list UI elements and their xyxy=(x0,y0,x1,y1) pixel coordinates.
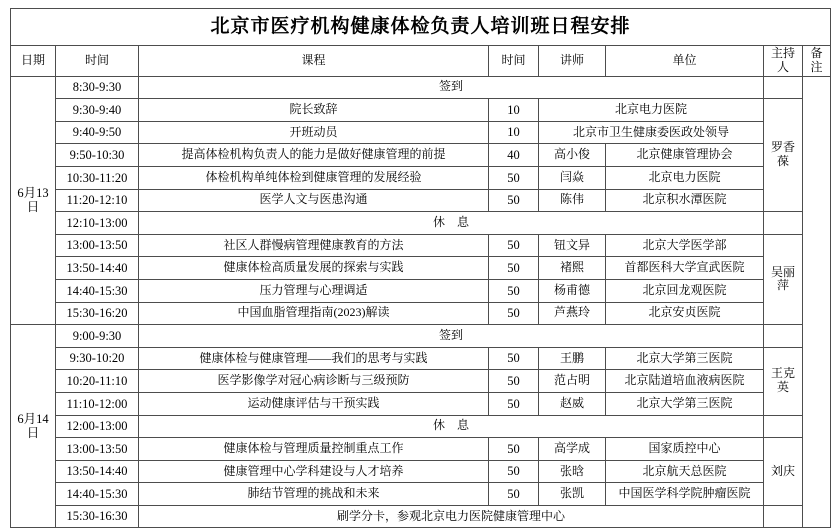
date-cell-day1: 6月13日 xyxy=(11,76,56,325)
duration-cell: 50 xyxy=(489,370,539,393)
col-header-time: 时间 xyxy=(56,46,139,77)
course-cell: 压力管理与心理调适 xyxy=(139,279,489,302)
unit-cell: 北京市卫生健康委医政处领导 xyxy=(539,121,764,144)
duration-cell: 50 xyxy=(489,257,539,280)
lecturer-cell: 范占明 xyxy=(539,370,606,393)
unit-cell: 北京大学第三医院 xyxy=(606,347,764,370)
table-row xyxy=(11,415,831,438)
course-cell: 健康体检与健康管理——我们的思考与实践 xyxy=(139,347,489,370)
title-row xyxy=(11,9,831,46)
course-cell: 医学人文与医患沟通 xyxy=(139,189,489,212)
course-cell-closing: 刷学分卡，参观北京电力医院健康管理中心 xyxy=(139,505,764,528)
course-cell: 院长致辞 xyxy=(139,99,489,122)
unit-cell: 北京陆道培血液病医院 xyxy=(606,370,764,393)
table-row xyxy=(11,257,831,280)
course-cell-signin: 签到 xyxy=(139,76,764,99)
course-cell: 运动健康评估与干预实践 xyxy=(139,392,489,415)
time-cell: 12:00-13:00 xyxy=(56,415,139,438)
col-header-duration: 时间 xyxy=(489,46,539,77)
course-cell: 开班动员 xyxy=(139,121,489,144)
col-header-lecturer: 讲师 xyxy=(539,46,606,77)
unit-cell: 北京安贞医院 xyxy=(606,302,764,325)
col-header-remark: 备注 xyxy=(803,46,831,77)
col-header-date: 日期 xyxy=(11,46,56,77)
unit-cell: 北京大学第三医院 xyxy=(606,392,764,415)
host-cell-day2-afternoon: 刘庆 xyxy=(764,438,803,506)
col-header-host: 主持人 xyxy=(764,46,803,77)
duration-cell: 50 xyxy=(489,279,539,302)
table-row xyxy=(11,189,831,212)
table-row xyxy=(11,144,831,167)
table-row xyxy=(11,460,831,483)
duration-cell: 50 xyxy=(489,189,539,212)
lecturer-cell: 钮文异 xyxy=(539,234,606,257)
table-row xyxy=(11,392,831,415)
host-cell-day1-morning: 罗香葆 xyxy=(764,99,803,212)
duration-cell: 50 xyxy=(489,347,539,370)
course-cell: 中国血脂管理指南(2023)解读 xyxy=(139,302,489,325)
table-row xyxy=(11,212,831,235)
host-cell-day1-afternoon: 吴丽萍 xyxy=(764,234,803,324)
time-cell: 11:20-12:10 xyxy=(56,189,139,212)
course-cell: 健康体检高质量发展的探索与实践 xyxy=(139,257,489,280)
course-cell-break: 休 息 xyxy=(139,415,764,438)
lecturer-cell: 高学成 xyxy=(539,438,606,461)
unit-cell: 北京积水潭医院 xyxy=(606,189,764,212)
training-schedule-table xyxy=(10,8,831,528)
host-cell-empty xyxy=(764,415,803,438)
course-cell: 健康体检与管理质量控制重点工作 xyxy=(139,438,489,461)
duration-cell: 10 xyxy=(489,121,539,144)
duration-cell: 50 xyxy=(489,166,539,189)
col-header-unit: 单位 xyxy=(606,46,764,77)
lecturer-cell: 杨甫德 xyxy=(539,279,606,302)
unit-cell: 国家质控中心 xyxy=(606,438,764,461)
time-cell: 9:00-9:30 xyxy=(56,325,139,348)
time-cell: 9:30-9:40 xyxy=(56,99,139,122)
table-row xyxy=(11,505,831,528)
unit-cell: 北京大学医学部 xyxy=(606,234,764,257)
table-row xyxy=(11,279,831,302)
duration-cell: 50 xyxy=(489,392,539,415)
host-cell-empty xyxy=(764,505,803,528)
time-cell: 15:30-16:30 xyxy=(56,505,139,528)
lecturer-cell: 王鹏 xyxy=(539,347,606,370)
duration-cell: 40 xyxy=(489,144,539,167)
unit-cell: 北京航天总医院 xyxy=(606,460,764,483)
duration-cell: 50 xyxy=(489,460,539,483)
course-cell-break: 休 息 xyxy=(139,212,764,235)
host-cell-empty xyxy=(764,325,803,348)
table-row xyxy=(11,99,831,122)
table-row xyxy=(11,347,831,370)
time-cell: 15:30-16:20 xyxy=(56,302,139,325)
course-cell: 医学影像学对冠心病诊断与三级预防 xyxy=(139,370,489,393)
course-cell-signin: 签到 xyxy=(139,325,764,348)
time-cell: 13:50-14:40 xyxy=(56,257,139,280)
time-cell: 9:40-9:50 xyxy=(56,121,139,144)
column-header-row xyxy=(11,46,831,77)
lecturer-cell: 高小俊 xyxy=(539,144,606,167)
time-cell: 10:20-11:10 xyxy=(56,370,139,393)
time-cell: 14:40-15:30 xyxy=(56,279,139,302)
table-row xyxy=(11,76,831,99)
duration-cell: 10 xyxy=(489,99,539,122)
time-cell: 13:50-14:40 xyxy=(56,460,139,483)
lecturer-cell: 陈伟 xyxy=(539,189,606,212)
unit-cell: 北京健康管理协会 xyxy=(606,144,764,167)
lecturer-cell: 闫焱 xyxy=(539,166,606,189)
time-cell: 8:30-9:30 xyxy=(56,76,139,99)
table-row xyxy=(11,234,831,257)
host-cell-day2-morning: 王克英 xyxy=(764,347,803,415)
lecturer-cell: 张晗 xyxy=(539,460,606,483)
course-cell: 社区人群慢病管理健康教育的方法 xyxy=(139,234,489,257)
date-cell-day2: 6月14日 xyxy=(11,325,56,528)
unit-cell: 北京电力医院 xyxy=(539,99,764,122)
lecturer-cell: 赵威 xyxy=(539,392,606,415)
time-cell: 13:00-13:50 xyxy=(56,438,139,461)
course-cell: 体检机构单纯体检到健康管理的发展经验 xyxy=(139,166,489,189)
course-cell: 肺结节管理的挑战和未来 xyxy=(139,483,489,506)
time-cell: 10:30-11:20 xyxy=(56,166,139,189)
table-row xyxy=(11,325,831,348)
remark-cell xyxy=(803,76,831,528)
host-cell-empty xyxy=(764,76,803,99)
time-cell: 12:10-13:00 xyxy=(56,212,139,235)
duration-cell: 50 xyxy=(489,483,539,506)
unit-cell: 中国医学科学院肿瘤医院 xyxy=(606,483,764,506)
duration-cell: 50 xyxy=(489,302,539,325)
table-row xyxy=(11,121,831,144)
time-cell: 14:40-15:30 xyxy=(56,483,139,506)
time-cell: 9:30-10:20 xyxy=(56,347,139,370)
table-row xyxy=(11,166,831,189)
time-cell: 11:10-12:00 xyxy=(56,392,139,415)
table-row xyxy=(11,302,831,325)
lecturer-cell: 褚熙 xyxy=(539,257,606,280)
page-title: 北京市医疗机构健康体检负责人培训班日程安排 xyxy=(11,9,831,46)
table-row xyxy=(11,483,831,506)
duration-cell: 50 xyxy=(489,234,539,257)
time-cell: 9:50-10:30 xyxy=(56,144,139,167)
host-cell-empty xyxy=(764,212,803,235)
unit-cell: 北京电力医院 xyxy=(606,166,764,189)
unit-cell: 北京回龙观医院 xyxy=(606,279,764,302)
table-row xyxy=(11,370,831,393)
col-header-course: 课程 xyxy=(139,46,489,77)
course-cell: 健康管理中心学科建设与人才培养 xyxy=(139,460,489,483)
lecturer-cell: 芦燕玲 xyxy=(539,302,606,325)
lecturer-cell: 张凯 xyxy=(539,483,606,506)
unit-cell: 首都医科大学宣武医院 xyxy=(606,257,764,280)
time-cell: 13:00-13:50 xyxy=(56,234,139,257)
course-cell: 提高体检机构负责人的能力是做好健康管理的前提 xyxy=(139,144,489,167)
table-row xyxy=(11,438,831,461)
duration-cell: 50 xyxy=(489,438,539,461)
